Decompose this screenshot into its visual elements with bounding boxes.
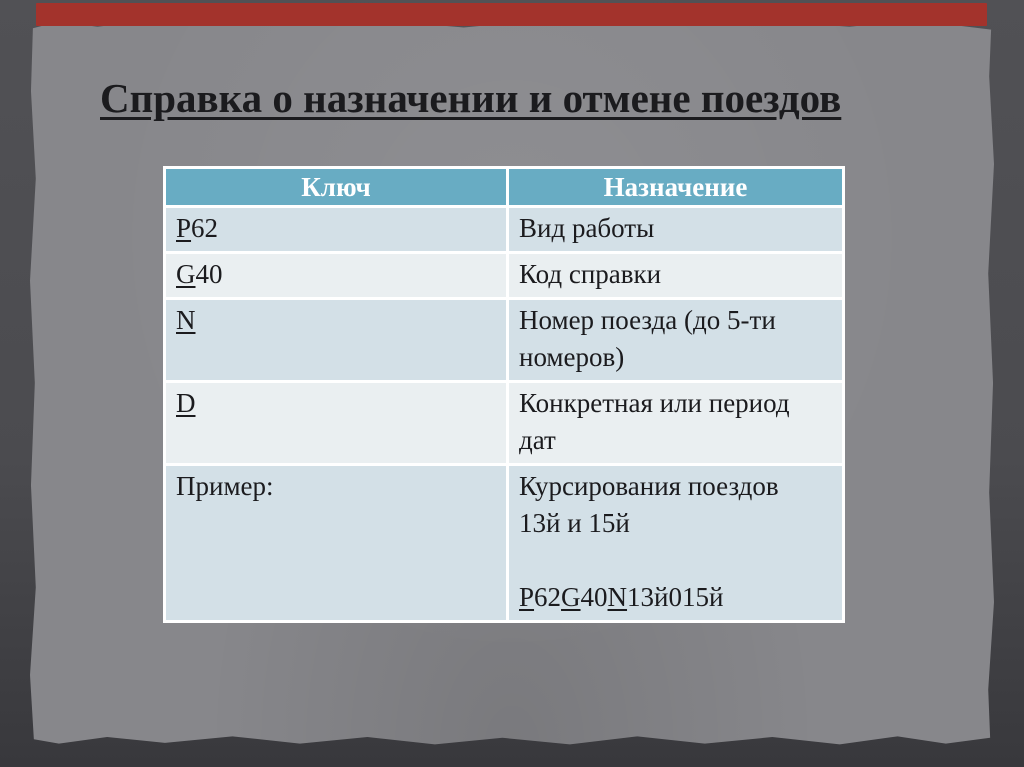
text-segment	[519, 545, 526, 575]
text-segment: Номер поезда (до 5-ти номеров)	[519, 305, 776, 372]
text-segment: Код справки	[519, 259, 662, 289]
column-header-key: Ключ	[166, 169, 506, 205]
value-line	[519, 385, 832, 459]
value-line	[519, 256, 832, 293]
value-line	[519, 505, 832, 542]
value-cell	[509, 300, 842, 380]
text-segment: 62	[191, 213, 219, 243]
value-line	[519, 302, 832, 376]
text-segment: 62	[534, 582, 562, 612]
text-segment: Вид работы	[519, 213, 655, 243]
text-segment: Курсирования поездов	[519, 471, 779, 501]
key-cell	[166, 254, 506, 297]
table-row	[166, 208, 842, 251]
underlined-key-letter: N	[176, 305, 196, 335]
value-line	[519, 468, 832, 505]
value-cell	[509, 466, 842, 620]
table-row	[166, 383, 842, 463]
table-body	[166, 208, 842, 620]
value-cell	[509, 254, 842, 297]
underlined-key-letter: G	[176, 259, 196, 289]
underlined-key-letter: G	[561, 582, 581, 612]
column-header-purpose: Назначение	[509, 169, 842, 205]
value-line	[519, 542, 832, 579]
text-segment: 13й и 15й	[519, 508, 630, 538]
key-cell	[166, 383, 506, 463]
top-accent-bar	[36, 3, 987, 26]
value-line	[519, 579, 832, 616]
text-segment: Конкретная или период дат	[519, 388, 790, 455]
table-header-row	[166, 169, 842, 205]
table-row	[166, 254, 842, 297]
key-cell	[166, 466, 506, 620]
text-segment: Пример:	[176, 471, 274, 501]
value-line	[519, 210, 832, 247]
underlined-key-letter: P	[176, 213, 192, 243]
value-cell	[509, 383, 842, 463]
key-cell	[166, 208, 506, 251]
text-segment: 40	[195, 259, 223, 289]
text-segment: 40	[580, 582, 608, 612]
value-cell	[509, 208, 842, 251]
key-cell	[166, 300, 506, 380]
underlined-key-letter: D	[176, 388, 196, 418]
reference-table	[163, 166, 845, 623]
underlined-key-letter: P	[519, 582, 535, 612]
table-row	[166, 466, 842, 620]
slide-title: Справка о назначении и отмене поездов	[100, 75, 842, 121]
text-segment: 13й015й	[627, 582, 724, 612]
underlined-key-letter: N	[607, 582, 628, 612]
table-row	[166, 300, 842, 380]
